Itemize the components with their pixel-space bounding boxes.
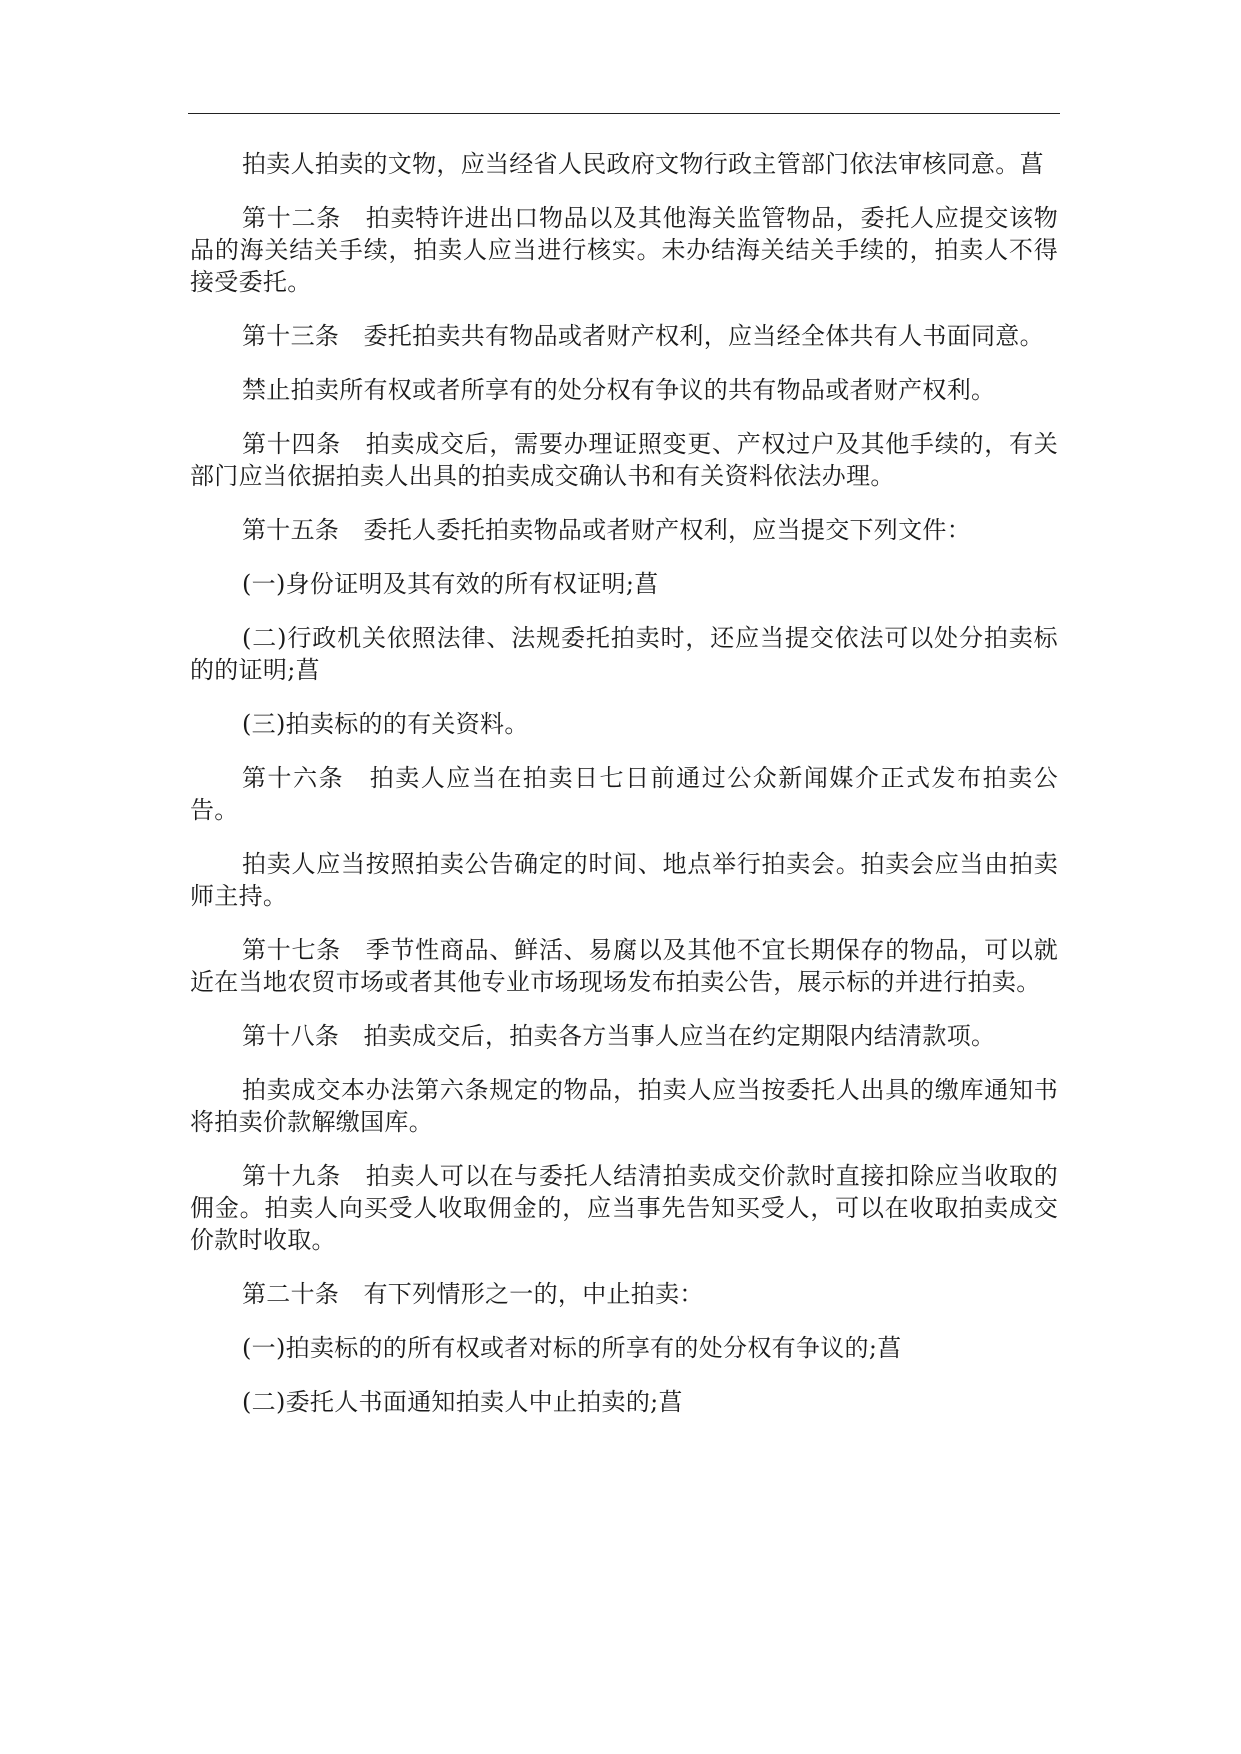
paragraph: 第十五条 委托人委托拍卖物品或者财产权利，应当提交下列文件： bbox=[242, 516, 971, 544]
paragraph: 第十四条 拍卖成交后，需要办理证照变更、产权过户及其他手续的，有关部门应当依据拍卖人出具的拍卖成交确认书和有关资料依法办理。 bbox=[190, 430, 1058, 490]
list-item: (一)拍卖标的的所有权或者对标的所享有的处分权有争议的;菖 bbox=[242, 1334, 902, 1362]
paragraph: 第十三条 委托拍卖共有物品或者财产权利，应当经全体共有人书面同意。 bbox=[242, 322, 1044, 350]
list-item: (一)身份证明及其有效的所有权证明;菖 bbox=[242, 570, 659, 598]
list-item: (二)行政机关依照法律、法规委托拍卖时，还应当提交依法可以处分拍卖标的的证明;菖 bbox=[190, 624, 1058, 684]
paragraph: 拍卖人应当按照拍卖公告确定的时间、地点举行拍卖会。拍卖会应当由拍卖师主持。 bbox=[190, 850, 1058, 910]
list-item: (二)委托人书面通知拍卖人中止拍卖的;菖 bbox=[242, 1388, 683, 1416]
paragraph: 第十九条 拍卖人可以在与委托人结清拍卖成交价款时直接扣除应当收取的佣金。拍卖人向买受人收取佣金的，应当事先告知买受人，可以在收取拍卖成交价款时收取。 bbox=[190, 1162, 1058, 1254]
paragraph: 第十八条 拍卖成交后，拍卖各方当事人应当在约定期限内结清款项。 bbox=[242, 1022, 996, 1050]
paragraph: 第十七条 季节性商品、鲜活、易腐以及其他不宜长期保存的物品，可以就近在当地农贸市场或者其他专业市场现场发布拍卖公告，展示标的并进行拍卖。 bbox=[190, 936, 1058, 996]
list-item: (三)拍卖标的的有关资料。 bbox=[242, 710, 529, 738]
paragraph: 拍卖成交本办法第六条规定的物品，拍卖人应当按委托人出具的缴库通知书将拍卖价款解缴国库。 bbox=[190, 1076, 1058, 1136]
document-body bbox=[190, 148, 1058, 1440]
header-rule bbox=[188, 113, 1060, 114]
paragraph: 禁止拍卖所有权或者所享有的处分权有争议的共有物品或者财产权利。 bbox=[242, 376, 996, 404]
paragraph: 拍卖人拍卖的文物，应当经省人民政府文物行政主管部门依法审核同意。菖 bbox=[242, 150, 1044, 178]
paragraph: 第二十条 有下列情形之一的，中止拍卖： bbox=[242, 1280, 704, 1308]
paragraph: 第十二条 拍卖特许进出口物品以及其他海关监管物品，委托人应提交该物品的海关结关手续，拍卖人应当进行核实。未办结海关结关手续的，拍卖人不得接受委托。 bbox=[190, 204, 1058, 296]
paragraph: 第十六条 拍卖人应当在拍卖日七日前通过公众新闻媒介正式发布拍卖公告。 bbox=[190, 764, 1058, 824]
